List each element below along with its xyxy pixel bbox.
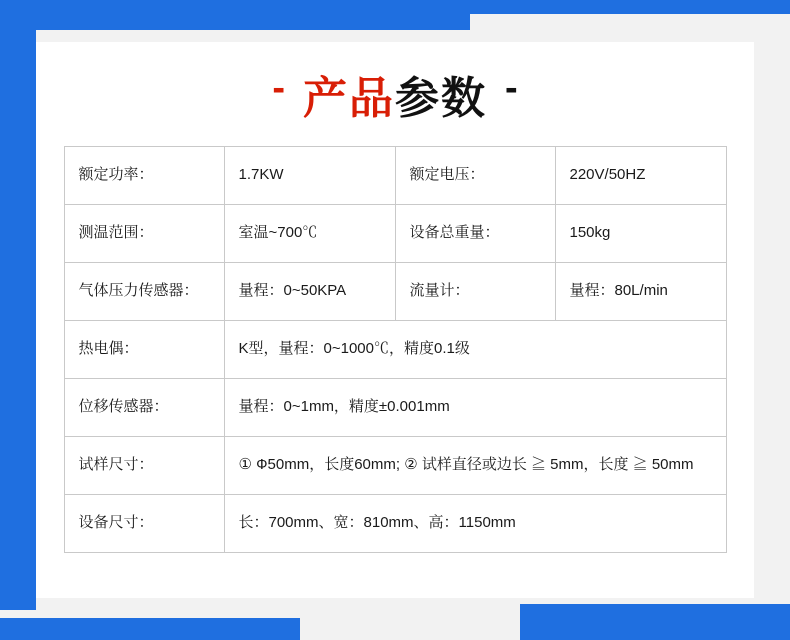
table-row: [64, 437, 726, 495]
title-dash-left: -: [272, 67, 285, 109]
title-text-red: 产品: [303, 74, 395, 123]
spec-label: 试样尺寸：: [64, 437, 224, 495]
decor-bar-left: [0, 0, 36, 610]
table-row: [64, 147, 726, 205]
spec-label: 测温范围：: [64, 205, 224, 263]
decor-bar-bottom-right: [520, 604, 790, 640]
spec-table: [64, 146, 727, 553]
table-row: [64, 495, 726, 553]
spec-label: 气体压力传感器：: [64, 263, 224, 321]
decor-bar-top-left: [0, 0, 470, 30]
table-row: [64, 263, 726, 321]
spec-label: 位移传感器：: [64, 379, 224, 437]
title-text: [303, 62, 487, 126]
spec-label: 额定功率：: [64, 147, 224, 205]
spec-value: 长：700mm、宽：810mm、高：1150mm: [224, 495, 726, 553]
spec-card: [36, 42, 754, 598]
spec-label: 设备尺寸：: [64, 495, 224, 553]
spec-label: 设备总重量：: [395, 205, 555, 263]
spec-value: K型，量程：0~1000℃，精度0.1级: [224, 321, 726, 379]
spec-value: 1.7KW: [224, 147, 395, 205]
table-row: [64, 379, 726, 437]
spec-label: 流量计：: [395, 263, 555, 321]
spec-value: 室温~700℃: [224, 205, 395, 263]
spec-value: 量程：80L/min: [555, 263, 726, 321]
spec-label: 额定电压：: [395, 147, 555, 205]
table-row: [64, 205, 726, 263]
table-row: [64, 321, 726, 379]
spec-label: 热电偶：: [64, 321, 224, 379]
decor-bar-top-right: [470, 0, 790, 14]
spec-value: 量程：0~50KPA: [224, 263, 395, 321]
title-text-black: 参数: [395, 74, 487, 123]
spec-value: ① Ф50mm，长度60mm; ② 试样直径或边长 ≧ 5mm，长度 ≧ 50mm: [224, 437, 726, 495]
title-dash-right: -: [505, 67, 518, 109]
spec-value: 量程：0~1mm，精度±0.001mm: [224, 379, 726, 437]
decor-bar-bottom-left: [0, 618, 300, 640]
spec-value: 150kg: [555, 205, 726, 263]
page-title: [36, 42, 754, 146]
spec-value: 220V/50HZ: [555, 147, 726, 205]
